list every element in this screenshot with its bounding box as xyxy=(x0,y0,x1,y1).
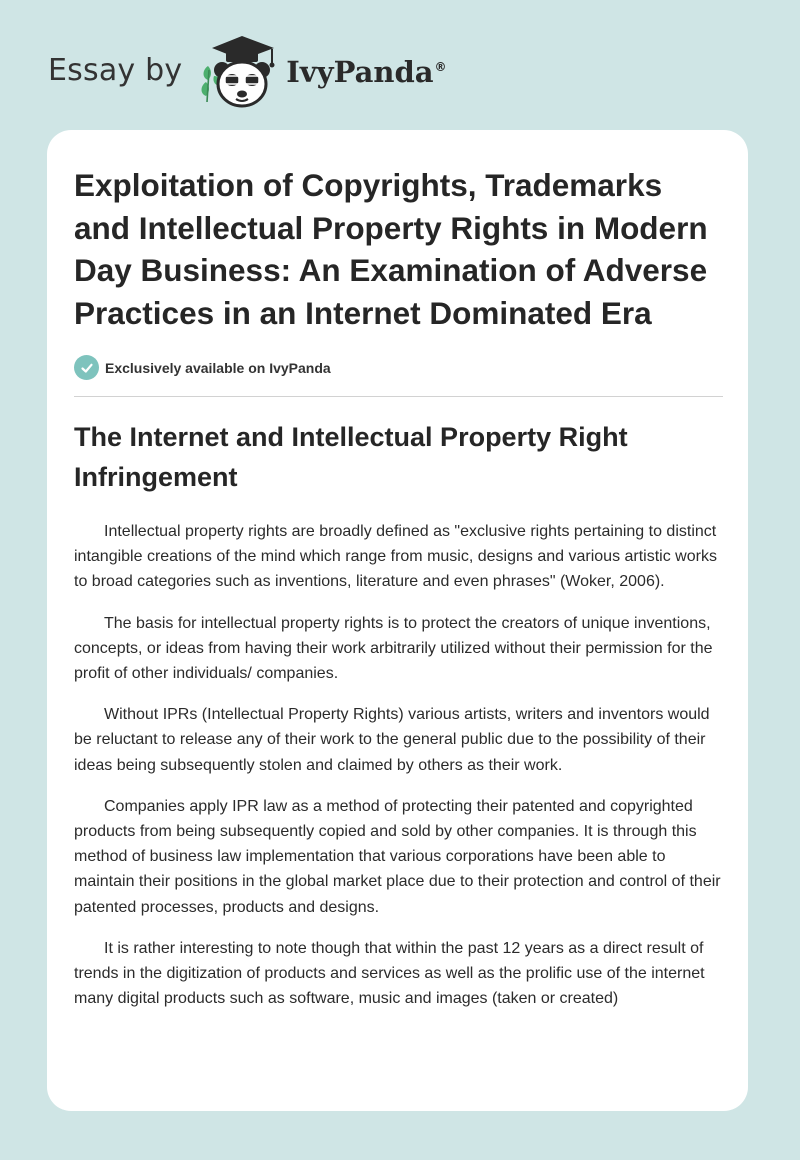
brand-name-text: IvyPanda xyxy=(286,55,434,89)
paragraph: The basis for intellectual property rights is to protect the creators of unique inventions, concepts, or ideas from having their work arbitrarily utilized without their permission for the profit of other individuals/ companies. xyxy=(74,614,713,683)
registered-mark: ® xyxy=(434,60,447,75)
paragraph: Without IPRs (Intellectual Property Rights) various artists, writers and inventors would be reluctant to release any of their work to the general public due to the possibility of their ideas being subsequently stolen and claimed by others as their work. xyxy=(74,706,710,774)
paragraph: It is rather interesting to note though that within the past 12 years as a direct result of trends in the digitization of products and services as well as the prolific use of the internet many digital products such as software, music and images (taken or created) xyxy=(74,939,705,1008)
check-icon xyxy=(74,355,99,380)
exclusive-label: Exclusively available on IvyPanda xyxy=(105,359,331,376)
exclusive-badge xyxy=(74,355,722,380)
ivypanda-logo-icon[interactable] xyxy=(194,30,280,110)
essay-title: Exploitation of Copyrights, Trademarks and Intellectual Property Rights in Modern Day Business: An Examination of Adverse Practices in an Internet Dominated Era xyxy=(74,167,708,331)
section-heading: The Internet and Intellectual Property Right Infringement xyxy=(74,422,628,492)
brand-name[interactable] xyxy=(286,55,446,89)
essay-card xyxy=(47,130,748,1111)
brand-header xyxy=(48,30,447,110)
paragraph: Companies apply IPR law as a method of protecting their patented and copyrighted products from being subsequently copied and sold by other companies. It is through this method of business law implementation that various corporations have been able to maintain their positions in the global market place due to their protection and control of their patented processes, products and designs. xyxy=(74,797,721,916)
divider xyxy=(74,396,723,397)
essay-body xyxy=(74,519,722,1011)
paragraph: Intellectual property rights are broadly defined as "exclusive rights pertaining to distinct intangible creations of the mind which range from music, designs and various artistic works to broad categories such as inventions, literature and even phrases" (Woker, 2006). xyxy=(74,523,717,591)
essay-by-label: Essay by xyxy=(48,52,183,88)
